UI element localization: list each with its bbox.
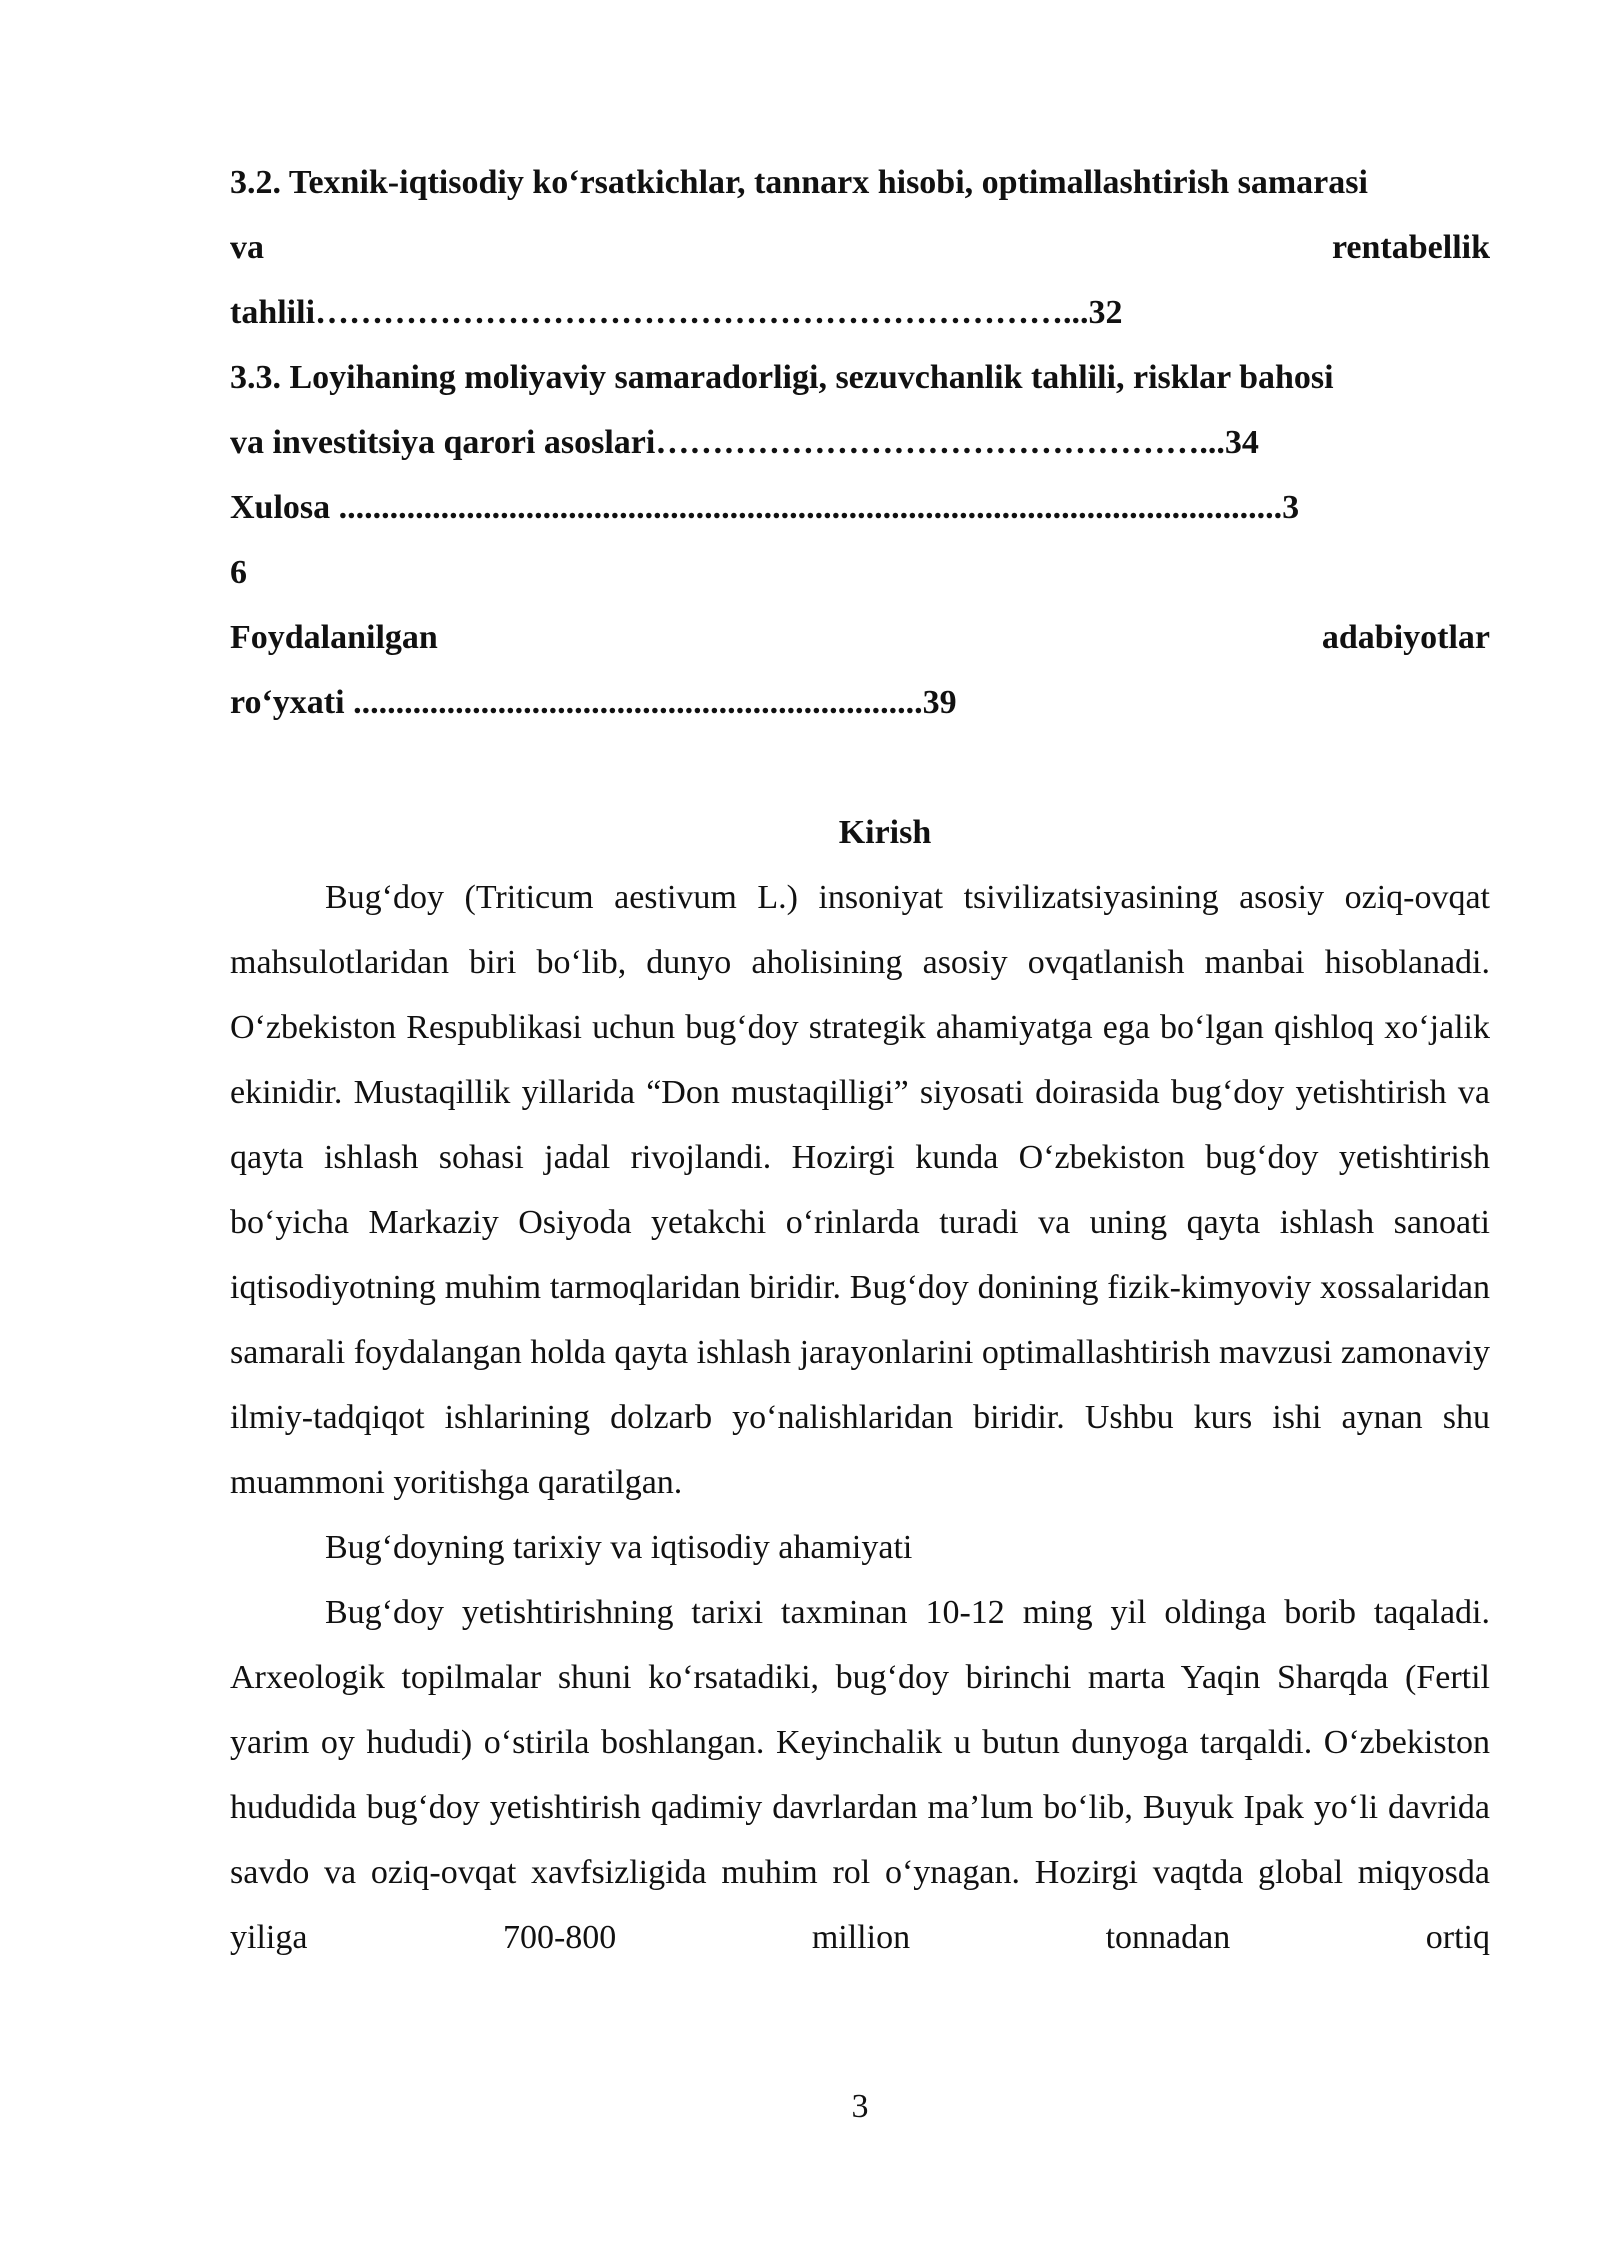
section-title: Kirish <box>838 814 932 851</box>
intro-paragraph: Bug‘doy (Triticum aestivum L.) insoniyat tsivilizatsiyasining asosiy oziq-ovqat mahsulotlaridan biri bo‘lib, dunyo aholisining asosiy ovqatlanish manbai hisoblanadi. O‘zbekiston Respublikasi uchun bug‘doy strategik ahamiyatga ega bo‘lgan qishloq xo‘jalik ekinidir. Mustaqillik yillarida “Don mustaqilligi” siyosati doirasida bug‘doy yetishtirish va qayta ishlash sohasi jadal rivojlandi. Hozirgi kunda O‘zbekiston bug‘doy yetishtirish bo‘yicha Markaziy Osiyoda yetakchi o‘rinlarda turadi va uning qayta ishlash sanoati iqtisodiyotning muhim tarmoqlaridan biridir. Bug‘doy donining fizik-kimyoviy xossalaridan samarali foydalangan holda qayta ishlash jarayonlarini optimallashtirish mavzusi zamonaviy ilmiy-tadqiqot ishlarining dolzarb yo‘nalishlaridan biridir. Ushbu kurs ishi aynan shu muammoni yoritishga qaratilgan. <box>230 879 1490 1501</box>
history-paragraph: Bug‘doy yetishtirishning tarixi taxminan 10-12 ming yil oldinga borib taqaladi. Arxeologik topilmalar shuni ko‘rsatadiki, bug‘doy birinchi marta Yaqin Sharqda (Fertil yarim oy hududi) o‘stirila boshlangan. Keyinchalik u butun dunyoga tarqaldi. O‘zbekiston hududida bug‘doy yetishtirish qadimiy davrlardan ma’lum bo‘lib, Buyuk Ipak yo‘li davrida savdo va oziq-ovqat xavfsizligida muhim rol o‘ynagan. Hozirgi vaqtda global miqyosda yiliga 700-800 million tonnadan ortiq <box>230 1594 1490 1956</box>
toc-conclusion-line1: Xulosa ...............................................................................................................3 <box>230 489 1300 526</box>
toc-references-line1-right: adabiyotlar <box>1321 619 1490 656</box>
toc-item-3-2-line2 <box>230 215 1490 280</box>
toc-item-3-2-line3: tahlili…………………………………………………………...32 <box>230 294 1123 331</box>
document-page <box>230 150 1490 1970</box>
toc-item-3-3-line2: va investitsiya qarori asoslari…………………………………………...34 <box>230 424 1259 461</box>
toc-conclusion-line2: 6 <box>230 554 247 591</box>
toc-item-3-2-line2-right: rentabellik <box>1331 229 1490 266</box>
toc-item-3-2-line1: 3.2. Texnik-iqtisodiy ko‘rsatkichlar, tannarx hisobi, optimallashtirish samarasi <box>230 164 1368 201</box>
toc-references-line2: ro‘yxati ...................................................................39 <box>230 684 957 721</box>
section-subheading: Bug‘doyning tarixiy va iqtisodiy ahamiyati <box>325 1529 913 1566</box>
toc-item-3-3-line1: 3.3. Loyihaning moliyaviy samaradorligi, sezuvchanlik tahlili, risklar bahosi <box>230 359 1334 396</box>
table-of-contents <box>230 150 1490 735</box>
toc-item-3-2-line2-left: va <box>230 229 264 266</box>
toc-references-line1-left: Foydalanilgan <box>230 619 438 656</box>
page-number: 3 <box>851 2088 869 2125</box>
toc-references-line1 <box>230 605 1490 670</box>
